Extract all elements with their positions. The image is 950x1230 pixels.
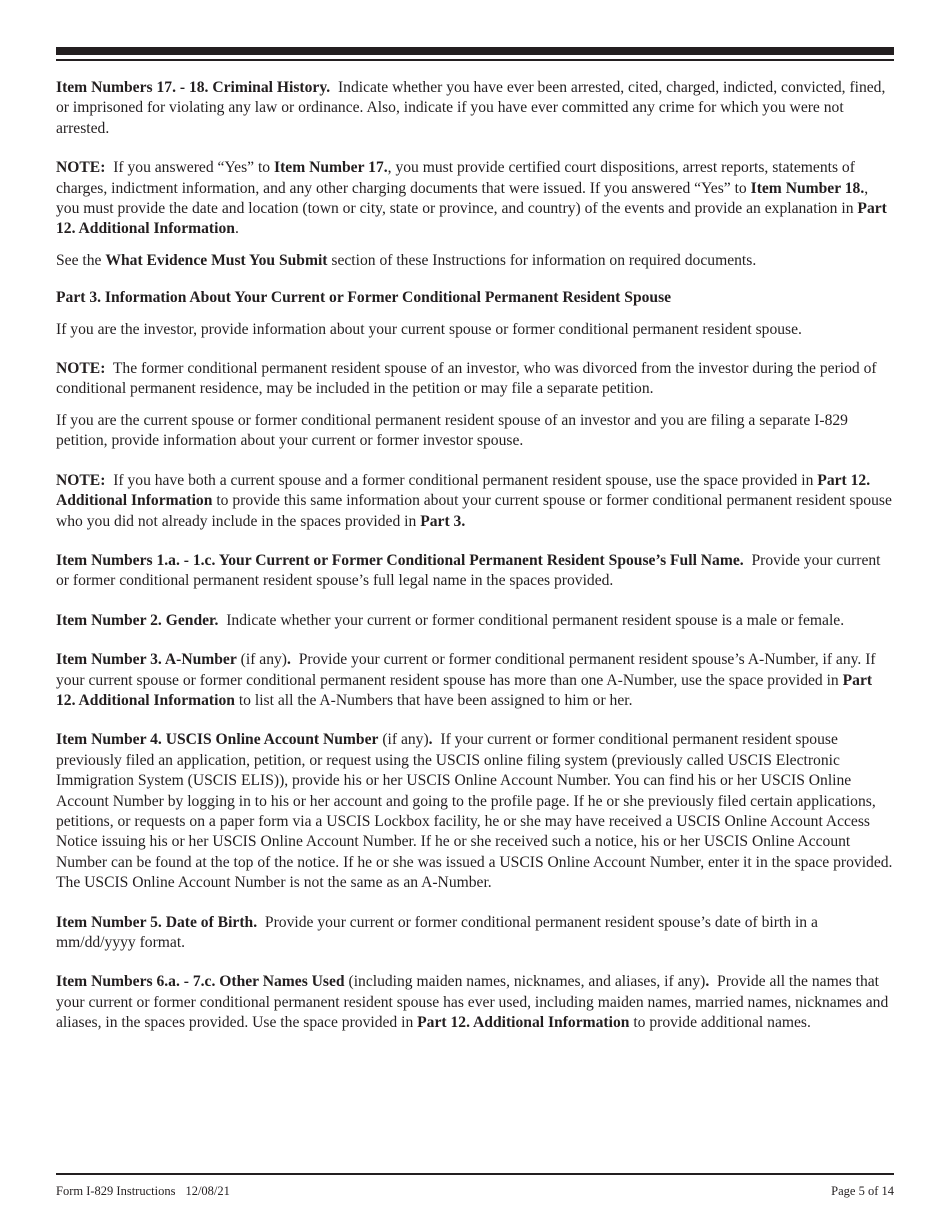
criminal-history-heading: Item Numbers 17. - 18. Criminal History. [56, 79, 331, 96]
note-text: to provide this same information about your current spouse or former conditional permanent resident spouse who you did not already include in the spaces provided in [56, 492, 892, 530]
item-4-paren: (if any) [382, 731, 429, 749]
item-6-text: to provide additional names. [633, 1014, 811, 1032]
item-3-text: to list all the A-Numbers that have been assigned to him or her. [238, 691, 633, 709]
note-both-spouses [56, 471, 894, 532]
separate-petition-paragraph: If you are the current spouse or former conditional permanent resident spouse of an investor and you are filing a separate I-829 petition, provide information about your current or former investor spouse. [56, 411, 848, 450]
item-3-bold-ref: Part 12. Additional Information [56, 671, 873, 709]
criminal-history-text: Indicate whether you have ever been arrested, cited, charged, indicted, convicted, fined, or imprisoned for violating any law or ordinance. Also, indicate if you have ever committed any crime for which you were not arrested. [56, 79, 886, 137]
item-5-text: Provide your current or former conditional permanent resident spouse’s date of birth in a mm/dd/yyyy format. [56, 913, 818, 951]
item-6-bold-ref: Part 12. Additional Information [417, 1014, 630, 1032]
part3-intro: If you are the investor, provide information about your current spouse or former conditional permanent resident spouse. [56, 320, 802, 338]
item-6-text: Provide all the names that your current or former conditional permanent resident spouse has ever used, including maiden names, married names, nicknames and aliases, in the spaces provided. Use the space provided in [56, 973, 889, 1032]
footer-date: 12/08/21 [185, 1184, 230, 1198]
note-bold-ref: Item Number 18. [750, 179, 865, 197]
note-bold-ref: Item Number 17. [274, 159, 388, 177]
item-6-dot: . [705, 973, 710, 991]
note-text: . [234, 220, 239, 238]
header-rule-thick [56, 47, 894, 55]
item-2-heading: Item Number 2. Gender. [56, 611, 219, 629]
see-evidence-paragraph [56, 251, 894, 271]
note-bold-ref: Part 3. [420, 512, 466, 530]
item-6-paragraph [56, 972, 894, 1033]
note-text: , you must provide the date and location (town or city, state or province, and country) of the events and provide an explanation in [56, 179, 869, 218]
footer-rule [56, 1173, 894, 1175]
footer-form-name: Form I-829 Instructions [56, 1184, 176, 1198]
note-label: NOTE: [56, 360, 106, 378]
note-bold-ref: Part 12. Additional Information [56, 200, 887, 238]
item-3-paragraph [56, 650, 894, 711]
note-label: NOTE: [56, 471, 106, 489]
criminal-history-paragraph [56, 78, 894, 139]
note-text: If you have both a current spouse and a former conditional permanent resident spouse, use the space provided in [113, 471, 814, 489]
item-3-paren: (if any) [240, 651, 287, 669]
item-4-dot: . [428, 731, 433, 749]
note-criminal-history [56, 158, 894, 240]
instructions-body [56, 78, 894, 1034]
note-label: NOTE: [56, 159, 106, 177]
item-1-heading: Item Numbers 1.a. - 1.c. Your Current or Former Conditional Permanent Resident Spouse’s Full Name. [56, 551, 744, 569]
item-2-text: Indicate whether your current or former conditional permanent resident spouse is a male or female. [226, 611, 845, 629]
item-3-dot: . [287, 651, 291, 669]
part3-heading: Part 3. Information About Your Current or Former Conditional Permanent Resident Spouse [56, 289, 672, 307]
item-3-text: Provide your current or former conditional permanent resident spouse’s A-Number, if any. If your current spouse or former conditional permanent resident spouse has more than one A-Number, use the space provided in [56, 651, 876, 689]
header-rule-thin [56, 59, 894, 61]
document-page [56, 0, 894, 1230]
item-3-heading: Item Number 3. A-Number [56, 651, 237, 669]
item-2-paragraph [56, 611, 894, 631]
note-bold-ref: Part 12. Additional Information [56, 471, 871, 510]
item-1-paragraph [56, 551, 894, 592]
item-4-paragraph [56, 730, 894, 893]
item-6-heading: Item Numbers 6.a. - 7.c. Other Names Used [56, 973, 345, 991]
item-4-text: If your current or former conditional permanent resident spouse previously filed an application, petition, or request using the USCIS online filing system (previously called USCIS Electronic Immigration System (USCIS ELIS)), provide his or her USCIS Online Account Number. You can find his or her USCIS Online Account Number by logging in to his or her account and going to the profile page. If he or she previously filed certain applications, petitions, or requests on a paper form via a USCIS Lockbox facility, he or she may have received a USCIS Online Account Access Notice issuing his or her USCIS Online Account Number. If he or she received such a notice, his or her USCIS Online Account Number can be found at the top of the notice. If he or she was issued a USCIS Online Account Number, enter it in the space provided. The USCIS Online Account Number is not the same as an A-Number. [56, 731, 893, 892]
footer-form-info [56, 1183, 230, 1199]
note-text: , you must provide certified court dispositions, arrest reports, statements of charges, indictment information, and any other charging documents that were issued. If you answered “Yes” to [56, 159, 855, 197]
item-5-heading: Item Number 5. Date of Birth. [56, 913, 258, 931]
footer-page-number: Page 5 of 14 [831, 1184, 894, 1198]
item-5-paragraph [56, 913, 894, 954]
item-6-paren: (including maiden names, nicknames, and aliases, if any) [348, 973, 706, 991]
note-former-spouse [56, 359, 894, 400]
see-evidence-text: section of these Instructions for information on required documents. [331, 251, 757, 269]
note-text: The former conditional permanent resident spouse of an investor, who was divorced from the investor during the period of conditional permanent residence, may be included in the petition or may file a separate petition. [56, 360, 877, 398]
item-1-text: Provide your current or former conditional permanent resident spouse’s full legal name in the spaces provided. [56, 551, 881, 590]
item-4-heading: Item Number 4. USCIS Online Account Number [56, 731, 379, 749]
see-evidence-text: See the [56, 251, 102, 269]
see-evidence-bold: What Evidence Must You Submit [105, 251, 328, 269]
note-text: If you answered “Yes” to [113, 159, 271, 177]
